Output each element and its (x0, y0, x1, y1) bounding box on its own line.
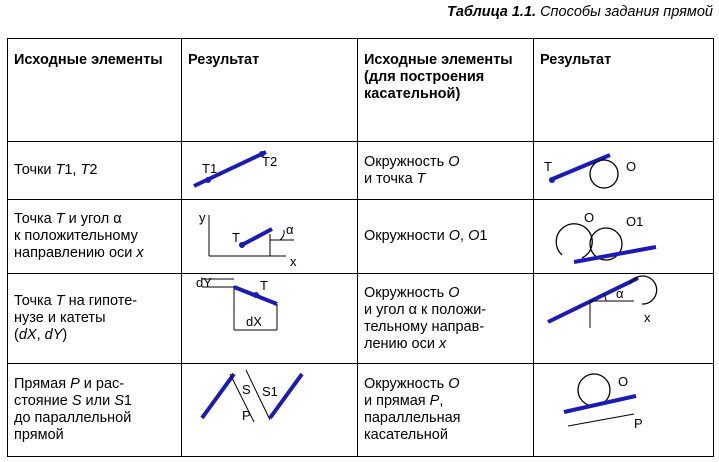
label-y: y (199, 210, 206, 225)
table-row (8, 142, 714, 200)
label-dy: dY (196, 275, 212, 290)
table-caption (447, 4, 713, 20)
header-source-elements-tangent: Исходные элементы (для построения касательной) (358, 39, 534, 142)
angle-arc (280, 230, 284, 240)
row1-tangent-figure (534, 142, 714, 200)
row2-result-figure (182, 200, 358, 274)
line-p (202, 374, 234, 418)
label-t: T (232, 230, 240, 245)
row4-tangent-figure (534, 364, 714, 457)
row2-tangent-source-cell: Окружности O, O1 (358, 200, 534, 274)
header-source-elements: Исходные элементы (8, 39, 182, 142)
table-row (8, 200, 714, 274)
row3-tangent-source-cell: Окружность O и угол α к положи- тельному направ- лению оси x (358, 274, 534, 364)
label-x: x (644, 310, 651, 325)
header-result: Результат (182, 39, 358, 142)
label-o: O (626, 159, 637, 174)
label-alpha: α (286, 222, 294, 237)
label-t2: T2 (262, 154, 278, 169)
row4-source-cell: Прямая P и рас- стояние S или S1 до параллельной прямой (8, 364, 182, 457)
row3-result-figure (182, 274, 358, 364)
label-o1: O1 (626, 214, 644, 229)
point-cathetus-line-diagram (182, 274, 370, 363)
row2-tangent-figure (534, 200, 714, 274)
label-t1: T1 (202, 161, 218, 176)
angle-line (240, 229, 272, 246)
table-row (8, 364, 714, 457)
row4-result-figure (182, 364, 358, 457)
label-s1: S1 (262, 384, 278, 399)
label-o: O (584, 210, 595, 225)
label-o: O (618, 374, 629, 389)
header-row (8, 39, 714, 142)
two-circles-tangent-diagram (534, 200, 719, 273)
label-t: T (544, 159, 552, 174)
label-x: x (290, 254, 297, 269)
label-p: P (242, 408, 251, 423)
tangent-line (550, 155, 610, 180)
circle-o (556, 224, 592, 258)
row1-tangent-source-cell: Окружность O и точка T (358, 142, 534, 200)
tangent-line (548, 278, 638, 322)
row2-source-cell: Точка T и угол α к положительному направлению оси x (8, 200, 182, 274)
methods-table (7, 38, 714, 457)
label-s: S (242, 382, 251, 397)
header-result-tangent: Результат (534, 39, 714, 142)
circle-o (590, 160, 618, 188)
circle-point-tangent-diagram (534, 142, 719, 199)
circle-parallel-tangent-diagram (534, 364, 719, 456)
parallel-line-distance-diagram (182, 364, 370, 456)
label-t: T (260, 278, 268, 293)
row1-source-cell: Точки T1, T2 (8, 142, 182, 200)
circle-angle-tangent-diagram (534, 274, 719, 363)
row4-tangent-source-cell: Окружность O и прямая P, параллельная касательной (358, 364, 534, 457)
label-dx: dX (246, 314, 262, 329)
point-t1 (205, 177, 211, 183)
tangent-line (564, 396, 636, 412)
caption-text: Способы задания прямой (540, 4, 713, 20)
line-p (568, 414, 634, 426)
point-angle-line-diagram (182, 200, 370, 273)
caption-number: Таблица 1.1. (447, 4, 537, 20)
table-row (8, 274, 714, 364)
row1-result-figure (182, 142, 358, 200)
row3-tangent-figure (534, 274, 714, 364)
label-p: P (634, 416, 643, 431)
label-alpha: α (616, 286, 624, 301)
point-t (253, 292, 259, 298)
two-points-line-diagram (182, 142, 370, 199)
point-t (549, 177, 555, 183)
row3-source-cell: Точка T на гипоте- нузе и катеты (dX, dY) (8, 274, 182, 364)
